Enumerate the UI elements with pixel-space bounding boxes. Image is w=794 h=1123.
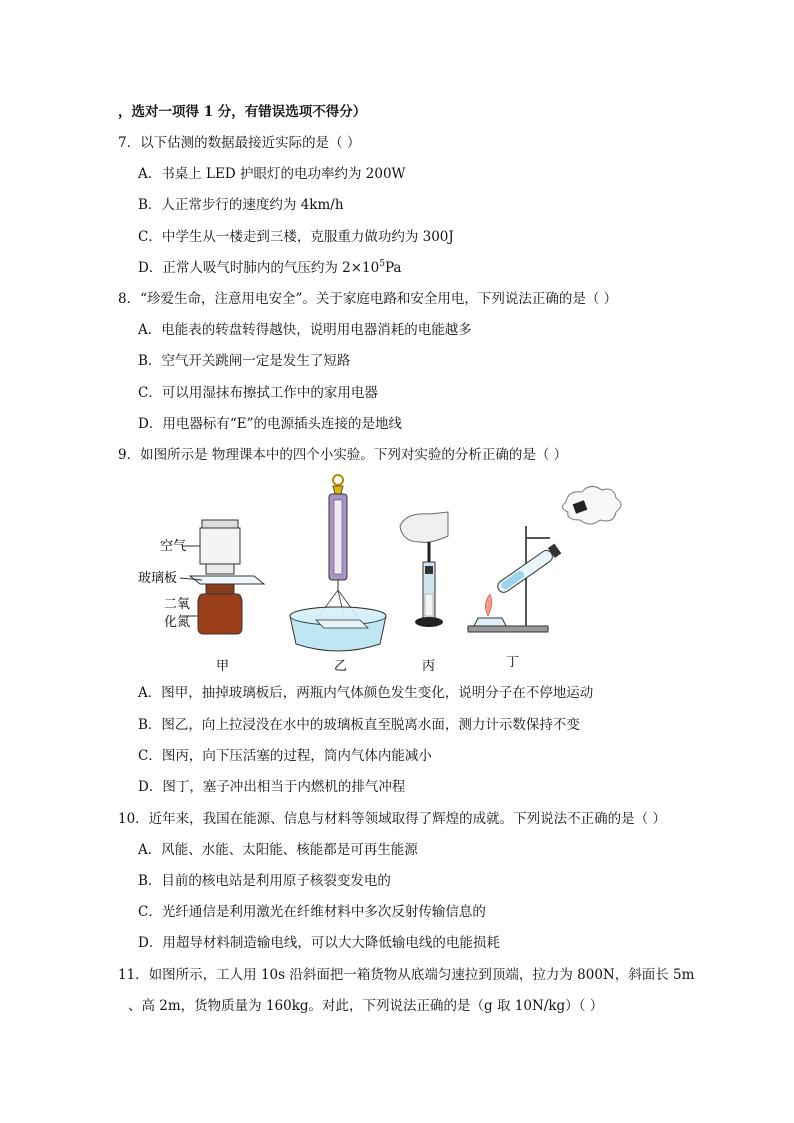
exponent: 5 — [379, 258, 385, 269]
experiment-bing — [400, 512, 448, 674]
unit: Pa — [384, 260, 402, 276]
label-glass-plate: 玻璃板 — [138, 571, 178, 586]
caption-ding: 丁 — [506, 655, 520, 670]
experiment-ding — [468, 486, 621, 670]
label-no2-1: 二氧 — [164, 597, 191, 612]
experiment-figure — [130, 468, 650, 678]
experiment-yi — [290, 475, 386, 674]
question-7-option-b: B．人正常步行的速度约为 4km/h — [138, 197, 344, 213]
question-9-option-a: A．图甲，抽掉玻璃板后，两瓶内气体颜色发生变化，说明分子在不停地运动 — [138, 685, 594, 701]
question-10-option-a: A．风能、水能、太阳能、核能都是可再生能源 — [138, 842, 418, 858]
question-8-option-c: C．可以用湿抹布擦拭工作中的家用电器 — [138, 385, 378, 401]
option-d-text: D．正常人吸气时肺内的气压约为 2×10 — [138, 260, 380, 276]
question-11-stem-line-2: 、高 2m，货物质量为 160kg。对此，下列说法正确的是（g 取 10N/kg）（ ） — [128, 998, 604, 1014]
question-9-option-d: D．图丁，塞子冲出相当于内燃机的排气冲程 — [138, 779, 406, 795]
question-10-option-d: D．用超导材料制造输电线，可以大大降低输电线的电能损耗 — [138, 935, 500, 951]
question-10-option-c: C．光纤通信是利用激光在纤维材料中多次反射传输信息的 — [138, 904, 486, 920]
question-9-option-c: C．图丙，向下压活塞的过程，筒内气体内能减小 — [138, 748, 432, 764]
question-10-option-b: B．目前的核电站是利用原子核裂变发电的 — [138, 873, 391, 889]
label-air: 空气 — [160, 539, 187, 554]
question-8-option-b: B．空气开关跳闸一定是发生了短路 — [138, 353, 351, 369]
caption-bing: 丙 — [422, 659, 436, 674]
question-9-option-b: B．图乙，向上拉浸没在水中的玻璃板直至脱离水面，测力计示数保持不变 — [138, 717, 580, 733]
question-7-option-a: A．书桌上 LED 护眼灯的电功率约为 200W — [138, 166, 406, 182]
question-10-stem: 10．近年来，我国在能源、信息与材料等领域取得了辉煌的成就。下列说法不正确的是（ ） — [118, 811, 666, 827]
question-8-stem: 8．“珍爱生命，注意用电安全”。关于家庭电路和安全用电，下列说法正确的是（ ） — [118, 291, 618, 307]
question-7-option-c: C．中学生从一楼走到三楼，克服重力做功约为 300J — [138, 229, 454, 245]
question-11-stem-line-1: 11．如图所示，工人用 10s 沿斜面把一箱货物从底端匀速拉到顶端，拉力为 800N，斜面长 5m — [118, 967, 695, 983]
question-8-option-d: D．用电器标有“E”的电源插头连接的是地线 — [138, 416, 402, 432]
question-7-stem: 7．以下估测的数据最接近实际的是（ ） — [118, 135, 361, 151]
experiment-jia — [138, 520, 264, 674]
question-8-option-a: A．电能表的转盘转得越快，说明用电器消耗的电能越多 — [138, 322, 472, 338]
caption-yi: 乙 — [334, 659, 348, 674]
header-note: ，选对一项得 1 分，有错误选项不得分） — [118, 104, 367, 120]
question-9-stem: 9．如图所示是 物理课本中的四个小实验。下列对实验的分析正确的是（ ） — [118, 447, 568, 463]
label-no2-2: 化氮 — [164, 615, 191, 630]
question-7-option-d — [138, 259, 401, 277]
caption-jia: 甲 — [216, 659, 230, 674]
